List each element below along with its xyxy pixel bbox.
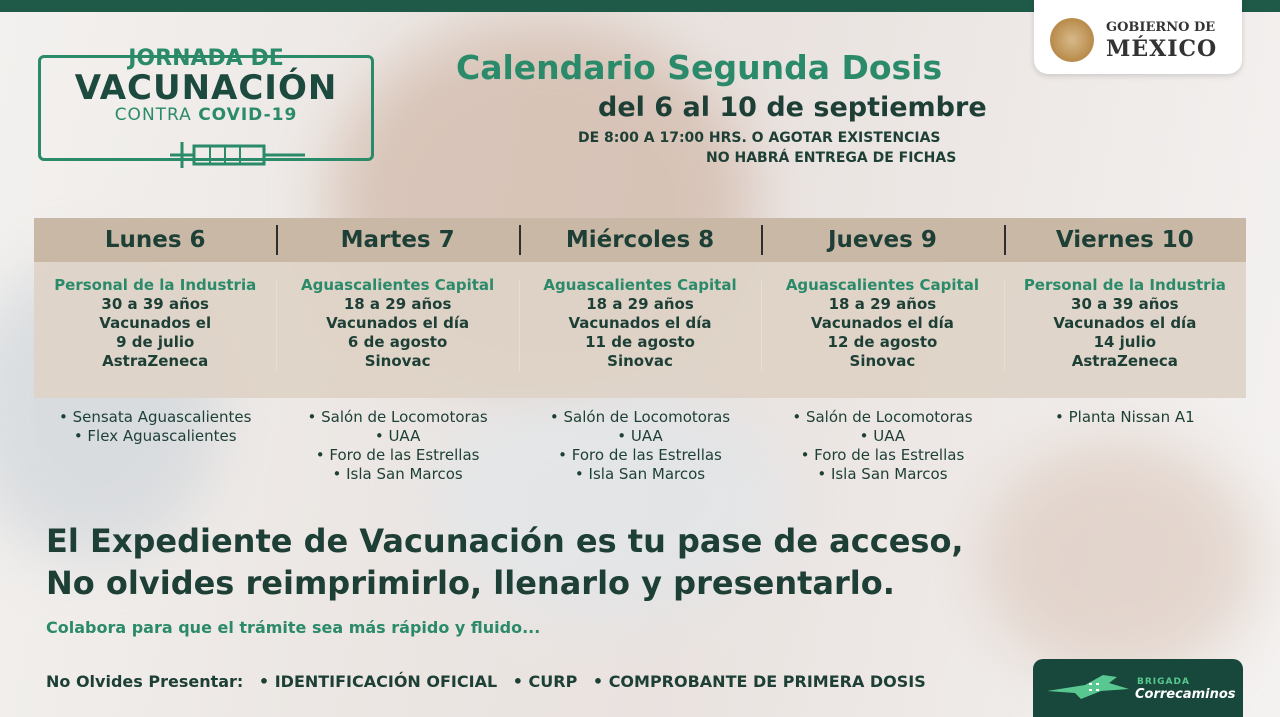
- group-name: Aguascalientes Capital: [301, 276, 495, 294]
- location-list: [761, 408, 1003, 484]
- age-range: 18 a 29 años: [828, 295, 937, 313]
- location-item: • Foro de las Estrellas: [315, 446, 480, 464]
- day-heading: Lunes 6: [104, 227, 206, 253]
- page-title: Calendario Segunda Dosis: [456, 48, 943, 87]
- location-item: • UAA: [617, 427, 663, 445]
- vaccinated-label: Vacunados el día: [810, 314, 954, 332]
- requirement-item: • COMPROBANTE DE PRIMERA DOSIS: [592, 672, 926, 691]
- first-dose-date: 9 de julio: [116, 333, 195, 351]
- location-item: • Foro de las Estrellas: [800, 446, 965, 464]
- first-dose-date: 12 de agosto: [827, 333, 938, 351]
- expediente-message-line1: El Expediente de Vacunación es tu pase de acceso,: [46, 522, 964, 560]
- day-details: [1004, 262, 1246, 398]
- brigada-line1: BRIGADA: [1137, 677, 1190, 687]
- vaccinated-label: Vacunados el: [99, 314, 212, 332]
- mexico-seal-icon: [1050, 18, 1094, 62]
- expediente-message-line2: No olvides reimprimirlo, llenarlo y presentarlo.: [46, 564, 895, 602]
- day-details: [276, 262, 518, 398]
- age-range: 18 a 29 años: [343, 295, 452, 313]
- age-range: 30 a 39 años: [1071, 295, 1179, 313]
- location-list: [276, 408, 518, 484]
- brigada-logo: [1033, 659, 1243, 717]
- location-item: • UAA: [374, 427, 421, 445]
- first-dose-date: 11 de agosto: [585, 333, 695, 351]
- vaccine-name: AstraZeneca: [1071, 352, 1178, 370]
- day-heading: Martes 7: [276, 218, 518, 262]
- first-dose-date: 14 julio: [1093, 333, 1157, 351]
- gobierno-mexico-logo: [1034, 0, 1242, 74]
- vaccinated-label: Vacunados el día: [326, 314, 470, 332]
- location-item: • Foro de las Estrellas: [558, 446, 722, 464]
- vaccine-name: Sinovac: [364, 352, 431, 370]
- first-dose-date: 6 de agosto: [347, 333, 448, 351]
- locations-row: [34, 408, 1246, 484]
- location-item: • Salón de Locomotoras: [792, 408, 973, 426]
- group-name: Personal de la Industria: [1023, 276, 1226, 294]
- requirement-item: • IDENTIFICACIÓN OFICIAL: [258, 672, 498, 691]
- location-item: • Flex Aguascalientes: [73, 427, 237, 445]
- colabora-text: Colabora para que el trámite sea más rápido y fluido...: [46, 618, 541, 637]
- roadrunner-icon: [1045, 669, 1131, 703]
- location-item: • UAA: [859, 427, 906, 445]
- day-heading: Miércoles 8: [519, 218, 761, 262]
- age-range: 18 a 29 años: [586, 295, 694, 313]
- logo-line1: JORNADA DE: [128, 46, 284, 71]
- location-list: [34, 408, 276, 484]
- schedule-header: [34, 218, 1246, 262]
- vaccine-name: AstraZeneca: [102, 352, 209, 370]
- vaccine-name: Sinovac: [607, 352, 673, 370]
- day-details: [519, 262, 761, 398]
- day-heading: Viernes 10: [1004, 218, 1246, 262]
- syringe-icon: [170, 138, 310, 172]
- vaccinated-label: Vacunados el día: [1053, 314, 1197, 332]
- vaccine-name: Sinovac: [849, 352, 916, 370]
- logo-line2: VACUNACIÓN: [74, 68, 338, 108]
- day-details: [34, 262, 276, 398]
- hours-text: DE 8:00 A 17:00 HRS. O AGOTAR EXISTENCIAS: [578, 130, 941, 146]
- location-list: [519, 408, 761, 484]
- day-details: [761, 262, 1003, 398]
- vaccinated-label: Vacunados el día: [568, 314, 712, 332]
- requirements-label: No Olvides Presentar:: [46, 672, 244, 691]
- location-item: • Isla San Marcos: [817, 465, 948, 483]
- gobierno-line2: MÉXICO: [1106, 36, 1218, 62]
- logo-line3: CONTRA COVID-19: [114, 105, 298, 125]
- location-item: • Planta Nissan A1: [1054, 408, 1195, 426]
- no-fichas-text: NO HABRÁ ENTREGA DE FICHAS: [706, 150, 957, 166]
- brigada-line2: Correcaminos: [1135, 687, 1236, 702]
- age-range: 30 a 39 años: [101, 295, 209, 313]
- group-name: Aguascalientes Capital: [785, 276, 979, 294]
- date-range: del 6 al 10 de septiembre: [598, 92, 987, 123]
- location-item: • Isla San Marcos: [574, 465, 706, 483]
- group-name: Personal de la Industria: [54, 276, 257, 294]
- requirements-line: [46, 672, 936, 691]
- location-item: • Salón de Locomotoras: [549, 408, 731, 426]
- gobierno-line1: GOBIERNO DE: [1106, 20, 1216, 35]
- location-list: [1004, 408, 1246, 484]
- location-item: • Sensata Aguascalientes: [58, 408, 252, 426]
- day-heading: Jueves 9: [761, 218, 1003, 262]
- requirement-item: • CURP: [512, 672, 578, 691]
- location-item: • Isla San Marcos: [332, 465, 463, 483]
- location-item: • Salón de Locomotoras: [307, 408, 488, 426]
- group-name: Aguascalientes Capital: [543, 276, 737, 294]
- schedule-body: [34, 262, 1246, 398]
